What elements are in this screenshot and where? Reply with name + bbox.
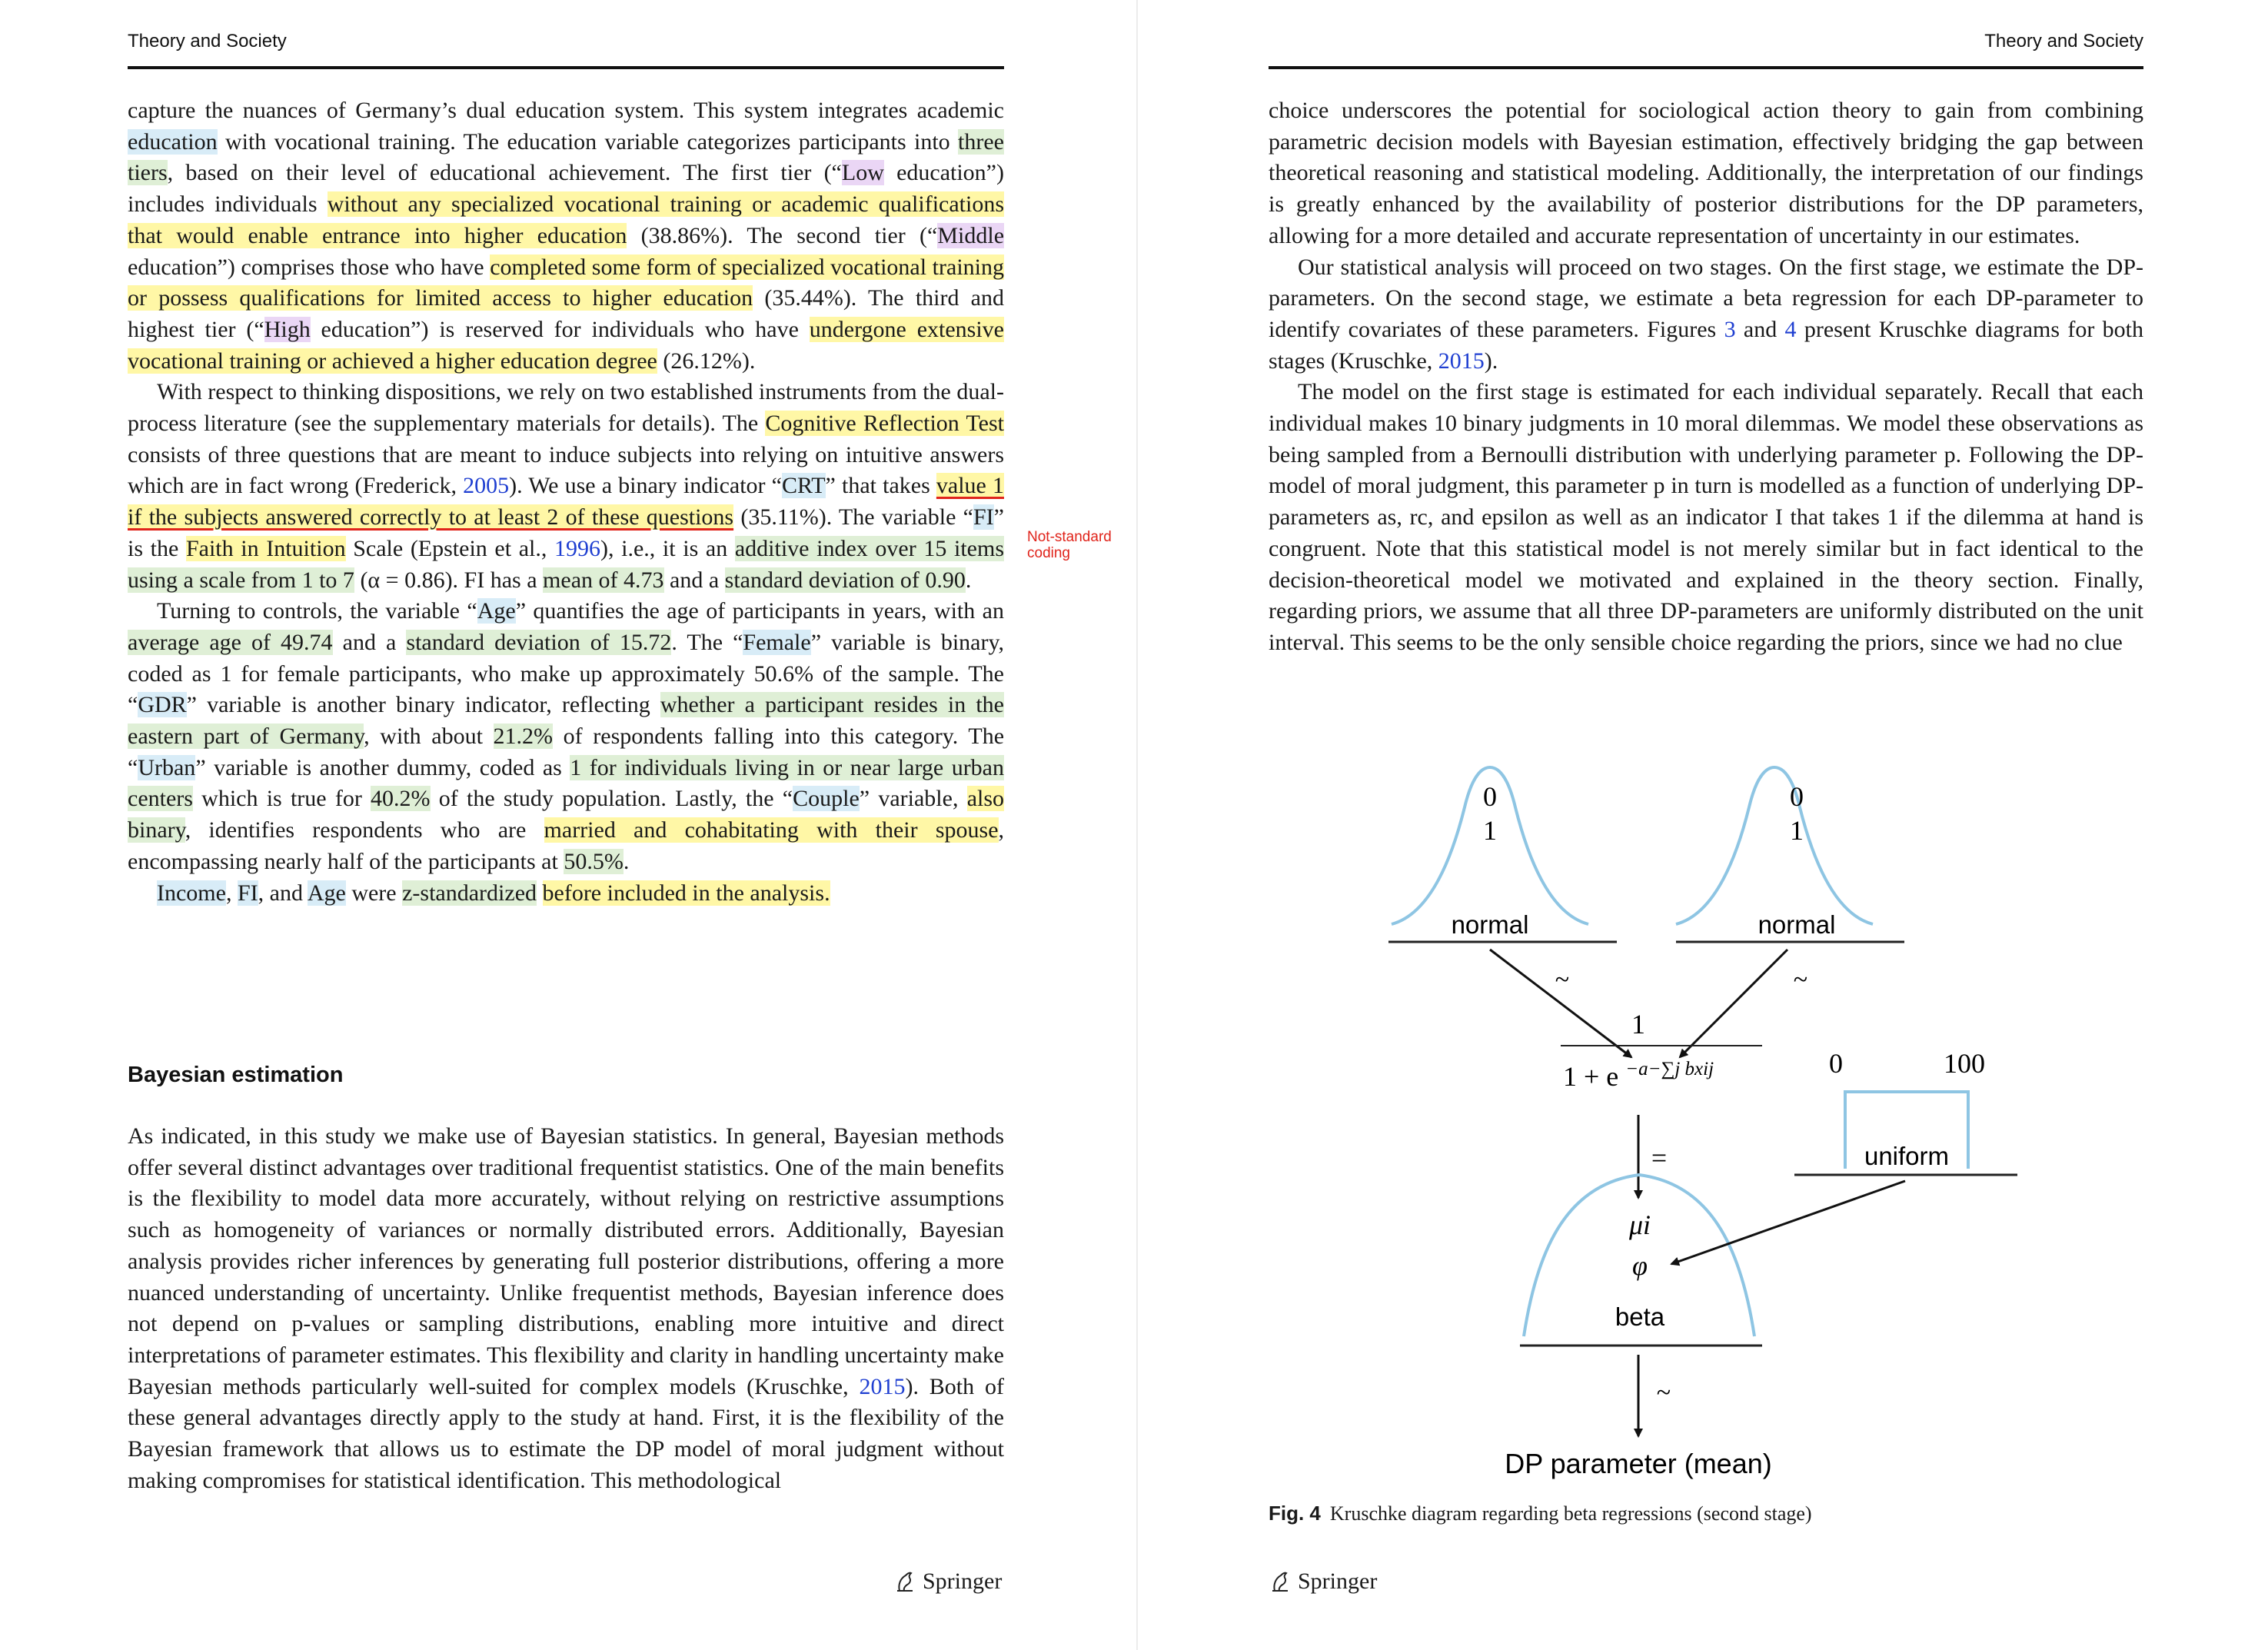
right-normal-label: normal	[1758, 910, 1836, 939]
highlight: whether a participant resides in the eastern part of Germany	[128, 692, 1004, 750]
citation-link[interactable]: 1996	[554, 535, 601, 561]
equals-symbol: =	[1651, 1143, 1668, 1173]
paragraph-methodology: choice underscores the potential for sociological action theory to gain from combining parametric decision models with Bayesian estimation, effectively bridging the gap between theoretical reasoning and statistical modeling. Additionally, the interpretation of our findings is greatly enhanced by the availability of posterior distributions for the DP parameters, allowing for a more detailed and accurate representation of uncertainty in our estimates.	[1269, 98, 2143, 248]
figure-link[interactable]: 3	[1724, 316, 1736, 342]
header-rule	[1269, 66, 2143, 69]
running-head: Theory and Society	[1984, 31, 2143, 52]
citation-link[interactable]: 2005	[463, 473, 510, 499]
left-body-text-bayesian	[128, 1121, 1004, 1496]
header-rule	[128, 66, 1004, 69]
paragraph-controls: Turning to controls, the variable “Age” quantifies the age of participants in years, with an average age of 49.74 and a standard deviation of 15.72. The “Female” variable is binary, coded as 1 for female participants, who make up approximately 50.6% of the sample. The “GDR” variable is another binary indicator, reflecting whether a participant resides in the eastern part of Germany, with about 21.2% of respondents falling into this category. The “Urban” variable is another dummy, coded as 1 for individuals living in or near large urban centers which is true for 40.2% of the study population. Lastly, the “Couple” variable, also binary, identifies respondents who are married and cohabitating with their spouse, encompassing nearly half of the participants at 50.5%.	[128, 598, 1005, 874]
highlight: standard deviation of 0.90	[724, 567, 966, 593]
highlight: z-standardized	[402, 880, 537, 906]
highlight: 40.2%	[371, 786, 431, 812]
highlight: Middle	[937, 222, 1005, 248]
highlight: without any specialized vocational training or academic qualifications that would enable entrance into higher education	[128, 191, 1005, 248]
kruschke-diagram	[1138, 753, 2268, 1492]
paragraph-standardization: Income, FI, and Age were z-standardized before included in the analysis.	[157, 880, 830, 906]
tilde-symbol: ~	[1555, 966, 1570, 994]
left-body-text	[128, 95, 1004, 909]
highlight: Age	[477, 598, 516, 624]
running-head: Theory and Society	[128, 31, 287, 52]
uniform-lower-bound: 0	[1829, 1048, 1843, 1079]
margin-annotation: Not-standard coding	[1027, 529, 1112, 561]
section-heading: Bayesian estimation	[128, 1063, 344, 1087]
highlight: 1 for individuals living in or near large urban centers	[128, 754, 1004, 812]
figure-link[interactable]: 4	[1784, 316, 1797, 342]
right-normal-sd: 1	[1790, 815, 1804, 846]
beta-phi: φ	[1632, 1250, 1648, 1281]
publisher-name: Springer	[923, 1568, 1003, 1594]
paragraph-bayesian: As indicated, in this study we make use of Bayesian statistics. In general, Bayesian methods offer several distinct advantages over traditional frequentist statistics. One of the main benefits is the flexibility to model data more accurately, without relying on restrictive assumptions such as homogeneity of variances or normally distributed errors. Additionally, Bayesian analysis provides richer inferences by generating full posterior distributions, offering a more nuanced understanding of uncertainty. Unlike frequentist methods, Bayesian inference does not depend on p-values or sampling distributions, enabling more intuitive and direct interpretations of parameter estimates. This flexibility and clarity in handling uncertainty make Bayesian methods particularly well-suited for complex models (Kruschke, 2015). Both of these general advantages directly apply to the study at hand. First, it is the flexibility of the Bayesian framework that allows us to estimate the DP model of moral judgment without making compromises for statistical identification. This methodological	[128, 1123, 1004, 1493]
formula-denominator: 1 + e $^{-a-\sum j bxij}$	[1563, 1059, 1714, 1092]
publisher-name: Springer	[1298, 1568, 1378, 1594]
highlight: three tiers	[128, 128, 1004, 186]
uniform-to-phi-arrow	[1671, 1181, 1905, 1264]
paragraph-two-stages: Our statistical analysis will proceed on two stages. On the first stage, we estimate the DP-parameters. On the second stage, we estimate a beta regression for each DP-parameter to identify covariates of these parameters. Figures 3 and 4 present Kruschke diagrams for both stages (Kruschke, 2015).	[1269, 254, 2144, 374]
highlight: standard deviation of 15.72	[406, 629, 672, 655]
highlight: completed some form of specialized vocational training or possess qualifications for limited access to higher education	[128, 254, 1004, 311]
right-body-text	[1269, 95, 2143, 659]
highlight: Age	[307, 880, 346, 906]
highlight: undergone extensive vocational training or achieved a higher education degree	[128, 316, 1005, 374]
formula-numerator: 1	[1631, 1009, 1645, 1040]
highlight: Urban	[138, 754, 196, 780]
highlight: FI	[973, 504, 994, 531]
uniform-upper-bound: 100	[1944, 1048, 1985, 1079]
highlight: CRT	[782, 473, 826, 499]
highlight: Cognitive Reflection Test	[765, 411, 1004, 437]
publisher-footer	[1269, 1568, 1377, 1595]
highlight: Low	[841, 160, 884, 186]
citation-link[interactable]: 2015	[859, 1373, 906, 1399]
uniform-label: uniform	[1864, 1142, 1950, 1170]
highlight: Income	[157, 880, 226, 906]
right-normal-mean: 0	[1790, 781, 1804, 812]
highlight: FI	[237, 880, 258, 906]
right-normal-curve	[1676, 767, 1873, 924]
highlight-underlined: value 1 if the subjects answered correctly to at least 2 of these questions	[128, 473, 1004, 531]
highlight: Female	[743, 629, 811, 655]
highlight: married and cohabitating with their spouse	[544, 817, 999, 843]
paragraph-first-stage: The model on the first stage is estimated for each individual separately. Recall that each individual makes 10 binary judgments in 10 moral dilemmas. We model these observations as being sampled from a Bernoulli distribution with underlying parameter p. Following the DP-model of moral judgment, this parameter p in turn is modelled as a function of underlying DP-parameters as, rc, and epsilon as well as an indicator I that takes 1 if the dilemma at hand is congruent. Note that this statistical model is not merely similar but in fact identical to the decision-theoretical model we motivated and explained in the theory section. Finally, regarding priors, we assume that all three DP-parameters are uniformly distributed on the unit interval. This seems to be the only sensible choice regarding the priors, since we had no clue	[1269, 379, 2143, 655]
beta-label: beta	[1615, 1302, 1665, 1331]
output-label: DP parameter (mean)	[1505, 1448, 1772, 1479]
highlight: additive index over 15 items using a scale from 1 to 7	[128, 535, 1005, 593]
beta-mu: μi	[1628, 1209, 1651, 1240]
left-normal-mean: 0	[1483, 781, 1497, 812]
figure-caption	[1269, 1502, 1812, 1525]
paragraph-education: capture the nuances of Germany’s dual education system. This system integrates academic education with vocational training. The education variable categorizes participants into three tiers, based on their level of educational achievement. The first tier (“Low education”) includes individuals without any specialized vocational training or academic qualifications that would enable entrance into higher education (38.86%). The second tier (“Middle education”) comprises those who have completed some form of specialized vocational training or possess qualifications for limited access to higher education (35.44%). The third and highest tier (“High education”) is reserved for individuals who have undergone extensive vocational training or achieved a higher education degree (26.12%).	[128, 98, 1005, 374]
highlight: before included in the analysis.	[542, 880, 830, 906]
springer-horse-icon	[1269, 1569, 1292, 1594]
highlight: 21.2%	[493, 724, 554, 750]
left-normal-sd: 1	[1483, 815, 1497, 846]
highlight: education	[128, 128, 218, 155]
tilde-symbol: ~	[1656, 1379, 1671, 1407]
citation-link[interactable]: 2015	[1438, 348, 1485, 374]
paragraph-thinking-dispositions: With respect to thinking dispositions, we rely on two established instruments from the dual-process literature (see the supplementary materials for details). The Cognitive Reflection Test consists of three questions that are meant to induce subjects into relying on intuitive answers which are in fact wrong (Frederick, 2005). We use a binary indicator “CRT” that takes value 1 if the subjects answered correctly to at least 2 of these questions (35.11%). The variable “FI” is the Faith in Intuition Scale (Epstein et al., 1996), i.e., it is an additive index over 15 items using a scale from 1 to 7 (α = 0.86). FI has a mean of 4.73 and a standard deviation of 0.90.	[128, 379, 1005, 593]
highlight: Couple	[793, 786, 860, 812]
right-normal-arrow	[1680, 950, 1787, 1057]
highlight: also	[966, 786, 1005, 812]
highlight: High	[264, 316, 311, 342]
highlight: Faith in Intuition	[185, 535, 346, 561]
highlight: 50.5%	[564, 848, 624, 874]
highlight: average age of 49.74	[128, 629, 333, 655]
left-normal-label: normal	[1451, 910, 1529, 939]
publisher-footer	[893, 1568, 1002, 1595]
tilde-symbol: ~	[1793, 966, 1808, 994]
highlight: binary	[128, 817, 185, 843]
figure-caption-text: Kruschke diagram regarding beta regressions (second stage)	[1329, 1502, 1812, 1525]
highlight: GDR	[138, 692, 187, 718]
springer-horse-icon	[893, 1569, 916, 1594]
highlight: mean of 4.73	[543, 567, 664, 593]
figure-label: Fig. 4	[1269, 1502, 1321, 1525]
